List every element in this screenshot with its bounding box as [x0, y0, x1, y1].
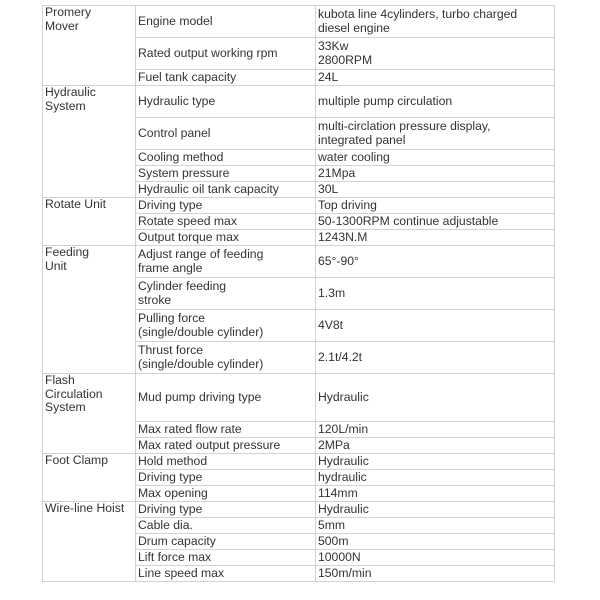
param-value: Hydraulic [316, 374, 555, 422]
param-value: 30L [316, 182, 555, 198]
param-label: Cooling method [136, 150, 316, 166]
param-value: multi-circlation pressure display, integrated panel [316, 118, 555, 150]
param-label: System pressure [136, 166, 316, 182]
param-value: Hydraulic [316, 454, 555, 470]
param-label: Hydraulic oil tank capacity [136, 182, 316, 198]
param-value: 24L [316, 70, 555, 86]
param-label: Adjust range of feeding frame angle [136, 246, 316, 278]
param-label: Driving type [136, 502, 316, 518]
group-label: Promery Mover [43, 6, 136, 86]
table-row [43, 454, 555, 470]
param-label: Rotate speed max [136, 214, 316, 230]
param-value: Top driving [316, 198, 555, 214]
param-label: Hydraulic type [136, 86, 316, 118]
group-label: Foot Clamp [43, 454, 136, 502]
group-label: Rotate Unit [43, 198, 136, 246]
param-label: Thrust force (single/double cylinder) [136, 342, 316, 374]
param-value: 120L/min [316, 422, 555, 438]
param-label: Mud pump driving type [136, 374, 316, 422]
param-label: Cylinder feeding stroke [136, 278, 316, 310]
param-label: Rated output working rpm [136, 38, 316, 70]
table-row [43, 246, 555, 278]
param-value: 2.1t/4.2t [316, 342, 555, 374]
param-value: water cooling [316, 150, 555, 166]
param-value: hydraulic [316, 470, 555, 486]
table-row [43, 86, 555, 118]
param-value: 33Kw 2800RPM [316, 38, 555, 70]
param-value: multiple pump circulation [316, 86, 555, 118]
param-value: Hydraulic [316, 502, 555, 518]
param-label: Hold method [136, 454, 316, 470]
param-label: Output torque max [136, 230, 316, 246]
param-label: Max rated output pressure [136, 438, 316, 454]
param-value: 114mm [316, 486, 555, 502]
table-row [43, 6, 555, 38]
param-label: Lift force max [136, 550, 316, 566]
param-label: Fuel tank capacity [136, 70, 316, 86]
param-value: 150m/min [316, 566, 555, 582]
param-value: 1.3m [316, 278, 555, 310]
param-label: Drum capacity [136, 534, 316, 550]
param-label: Max opening [136, 486, 316, 502]
param-value: 10000N [316, 550, 555, 566]
param-label: Line speed max [136, 566, 316, 582]
table-row [43, 374, 555, 422]
param-value: 21Mpa [316, 166, 555, 182]
param-label: Cable dia. [136, 518, 316, 534]
param-value: 4V8t [316, 310, 555, 342]
param-label: Pulling force (single/double cylinder) [136, 310, 316, 342]
table-row [43, 198, 555, 214]
table-row [43, 502, 555, 518]
group-label: Feeding Unit [43, 246, 136, 374]
param-label: Driving type [136, 470, 316, 486]
group-label: Hydraulic System [43, 86, 136, 198]
param-value: 2MPa [316, 438, 555, 454]
param-value: kubota line 4cylinders, turbo charged diesel engine [316, 6, 555, 38]
spec-table [42, 5, 555, 582]
spec-table-body [43, 6, 555, 582]
param-value: 1243N.M [316, 230, 555, 246]
param-label: Max rated flow rate [136, 422, 316, 438]
param-value: 65°-90° [316, 246, 555, 278]
param-label: Engine model [136, 6, 316, 38]
param-label: Control panel [136, 118, 316, 150]
param-value: 5mm [316, 518, 555, 534]
group-label: Wire-line Hoist [43, 502, 136, 582]
param-value: 500m [316, 534, 555, 550]
group-label: Flash Circulation System [43, 374, 136, 454]
param-value: 50-1300RPM continue adjustable [316, 214, 555, 230]
param-label: Driving type [136, 198, 316, 214]
